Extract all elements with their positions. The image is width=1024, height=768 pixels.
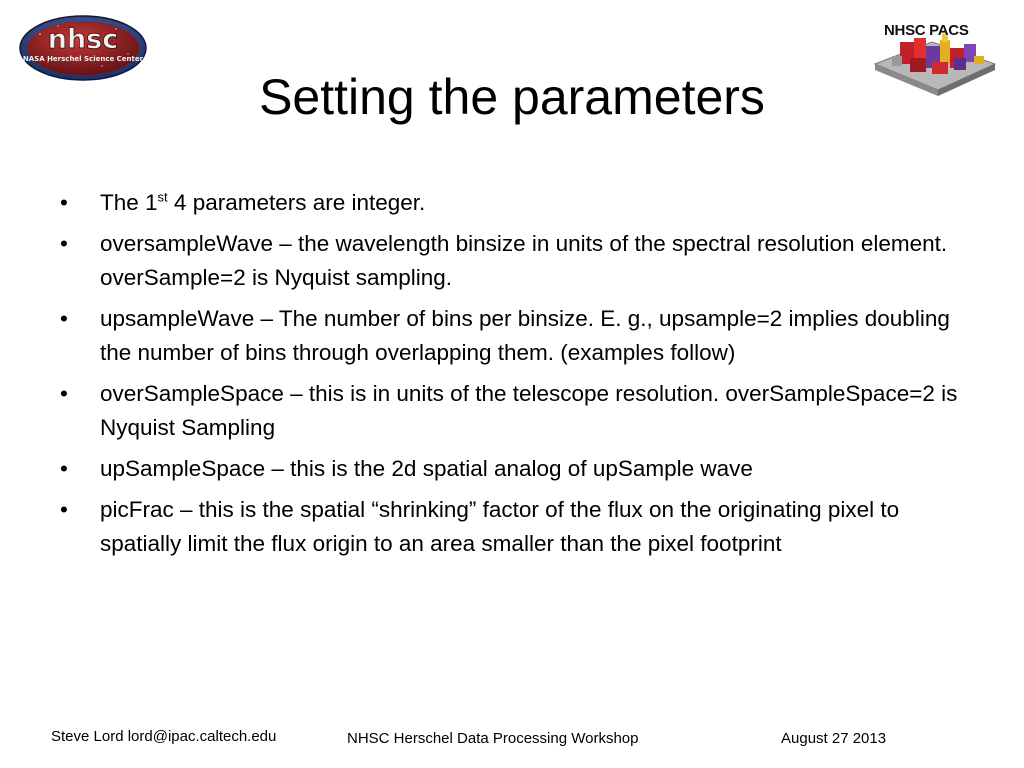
bullet-icon: • (60, 306, 68, 331)
bullet-item (60, 377, 970, 445)
pacs-logo-label: NHSC PACS (884, 22, 969, 39)
bullet-text: upSampleSpace – this is the 2d spatial analog of upSample wave (100, 456, 753, 481)
bullet-item (60, 227, 970, 295)
bullet-icon: • (60, 381, 68, 406)
bullet-text: upsampleWave – The number of bins per binsize. E. g., upsample=2 implies doubling the number of bins through overlapping them. (examples follow) (100, 306, 950, 365)
bullet-icon: • (60, 456, 68, 481)
bullet-icon: • (60, 190, 68, 215)
nhsc-logo-text: nhsc (47, 24, 119, 55)
bullet-icon: • (60, 231, 68, 256)
bullet-list (60, 186, 970, 568)
bullet-text: oversampleWave – the wavelength binsize in units of the spectral resolution element. overSample=2 is Nyquist sampling. (100, 231, 948, 290)
bullet-icon: • (60, 497, 68, 522)
slide-title: Setting the parameters (259, 69, 765, 125)
bullet-text: overSampleSpace – this is in units of the telescope resolution. overSampleSpace=2 is Nyquist Sampling (100, 381, 958, 440)
footer-author: Steve Lord lord@ipac.caltech.edu (51, 728, 277, 745)
bullet-item (60, 493, 970, 561)
footer-date: August 27 2013 (781, 730, 887, 747)
bullet-text: picFrac – this is the spatial “shrinking” factor of the flux on the originating pixel to spatially limit the flux origin to an area smaller than the pixel footprint (100, 497, 900, 556)
bullet-item (60, 186, 970, 220)
bullet-text: The 1st 4 parameters are integer. (100, 189, 426, 215)
bullet-item (60, 302, 970, 370)
nhsc-logo-subtext: NASA Herschel Science Center (22, 55, 144, 63)
bullet-item (60, 452, 970, 486)
footer-event: NHSC Herschel Data Processing Workshop (347, 730, 639, 747)
